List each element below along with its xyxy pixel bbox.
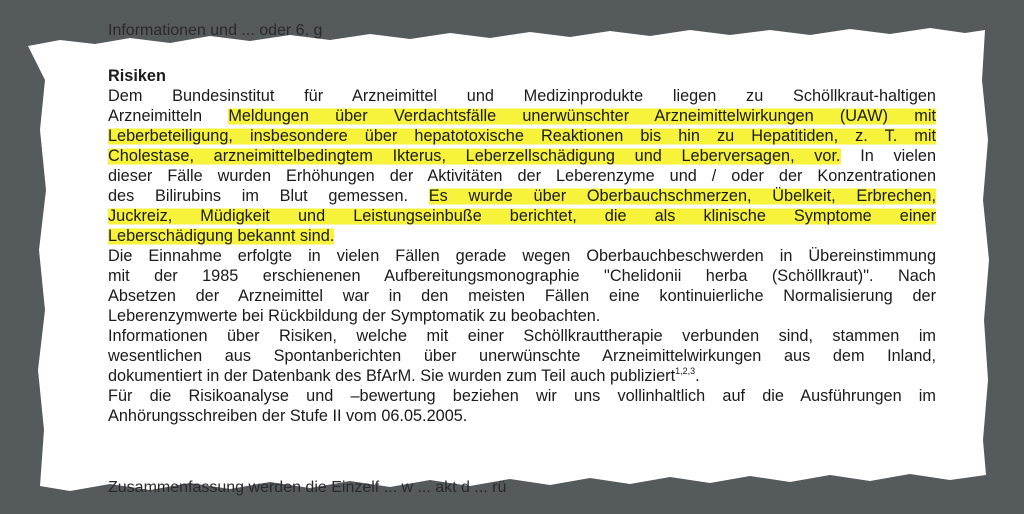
line-text: In vielen: [840, 147, 936, 165]
footnote-refs: 1,2,3: [675, 366, 696, 376]
highlighted-text: Leberbeteiligung, insbesondere über hepatotoxische Reaktionen bis hin zu Hepatitiden, z. T. mit: [108, 127, 936, 145]
highlighted-text: Meldungen über Verdachtsfälle unerwünschter Arzneimittelwirkungen (UAW) mit: [228, 107, 936, 125]
text-line: [108, 406, 936, 426]
line-text: wesentlichen aus Spontanberichten über unerwünschte Arzneimittelwirkungen aus dem Inland,: [108, 347, 936, 365]
text-line: [108, 186, 936, 206]
text-line: [108, 246, 936, 266]
text-line: [108, 286, 936, 306]
line-text: Arzneimitteln: [108, 107, 229, 125]
text-line: [108, 166, 936, 186]
highlighted-text: Cholestase, arzneimittelbedingtem Ikterus, Leberzellschädigung und Leberversagen, vor.: [108, 147, 841, 165]
text-line: [108, 346, 936, 366]
line-text: mit der 1985 erschienenen Aufbereitungsmonographie "Chelidonii herba (Schöllkraut)". Nach: [108, 267, 936, 285]
text-line: [108, 266, 936, 286]
text-line: [108, 366, 936, 386]
line-text: .: [695, 367, 700, 385]
text-line: [108, 306, 936, 326]
cut-off-bottom-line: Zusammenfassung werden die Einzelf ... w ... akt d ... rü: [108, 479, 507, 496]
line-text: des Bilirubins im Blut gemessen.: [108, 187, 429, 205]
text-line: [108, 226, 936, 246]
text-line: [108, 206, 936, 226]
cut-off-top-line: Informationen und ... oder 6. g: [108, 22, 323, 39]
text-line: [108, 146, 936, 166]
text-line: [108, 386, 936, 406]
line-text: Für die Risikoanalyse und –bewertung beziehen wir uns vollinhaltlich auf die Ausführungen im: [108, 387, 936, 405]
highlighted-text: Juckreiz, Müdigkeit und Leistungseinbuße berichtet, die als klinische Symptome einer: [108, 207, 936, 225]
line-text: Leberenzymwerte bei Rückbildung der Symptomatik zu beobachten.: [108, 307, 601, 325]
highlighted-text: Leberschädigung bekannt sind.: [108, 227, 335, 245]
line-text: Anhörungsschreiben der Stufe II vom 06.05.2005.: [108, 407, 468, 425]
line-text: Dem Bundesinstitut für Arzneimittel und Medizinprodukte liegen zu Schöllkraut-haltigen: [108, 87, 936, 105]
line-text: dieser Fälle wurden Erhöhungen der Aktivitäten der Leberenzyme und / oder der Konzentrationen: [108, 167, 936, 185]
text-line: [108, 86, 936, 106]
line-text: Absetzen der Arzneimittel war in den meisten Fällen eine kontinuierliche Normalisierung der: [108, 287, 936, 305]
paragraph-lines: [108, 86, 936, 426]
risk-section: [108, 66, 936, 426]
text-line: [108, 126, 936, 146]
line-text: Informationen über Risiken, welche mit einer Schöllkrauttherapie verbunden sind, stammen im: [108, 327, 936, 345]
text-line: [108, 326, 936, 346]
line-text: Die Einnahme erfolgte in vielen Fällen gerade wegen Oberbauchbeschwerden in Übereinstimmung: [108, 247, 936, 265]
text-line: [108, 106, 936, 126]
line-text: dokumentiert in der Datenbank des BfArM. Sie wurden zum Teil auch publiziert: [108, 367, 676, 385]
highlighted-text: Es wurde über Oberbauchschmerzen, Übelkeit, Erbrechen,: [428, 187, 936, 205]
section-heading: Risiken: [108, 67, 166, 85]
